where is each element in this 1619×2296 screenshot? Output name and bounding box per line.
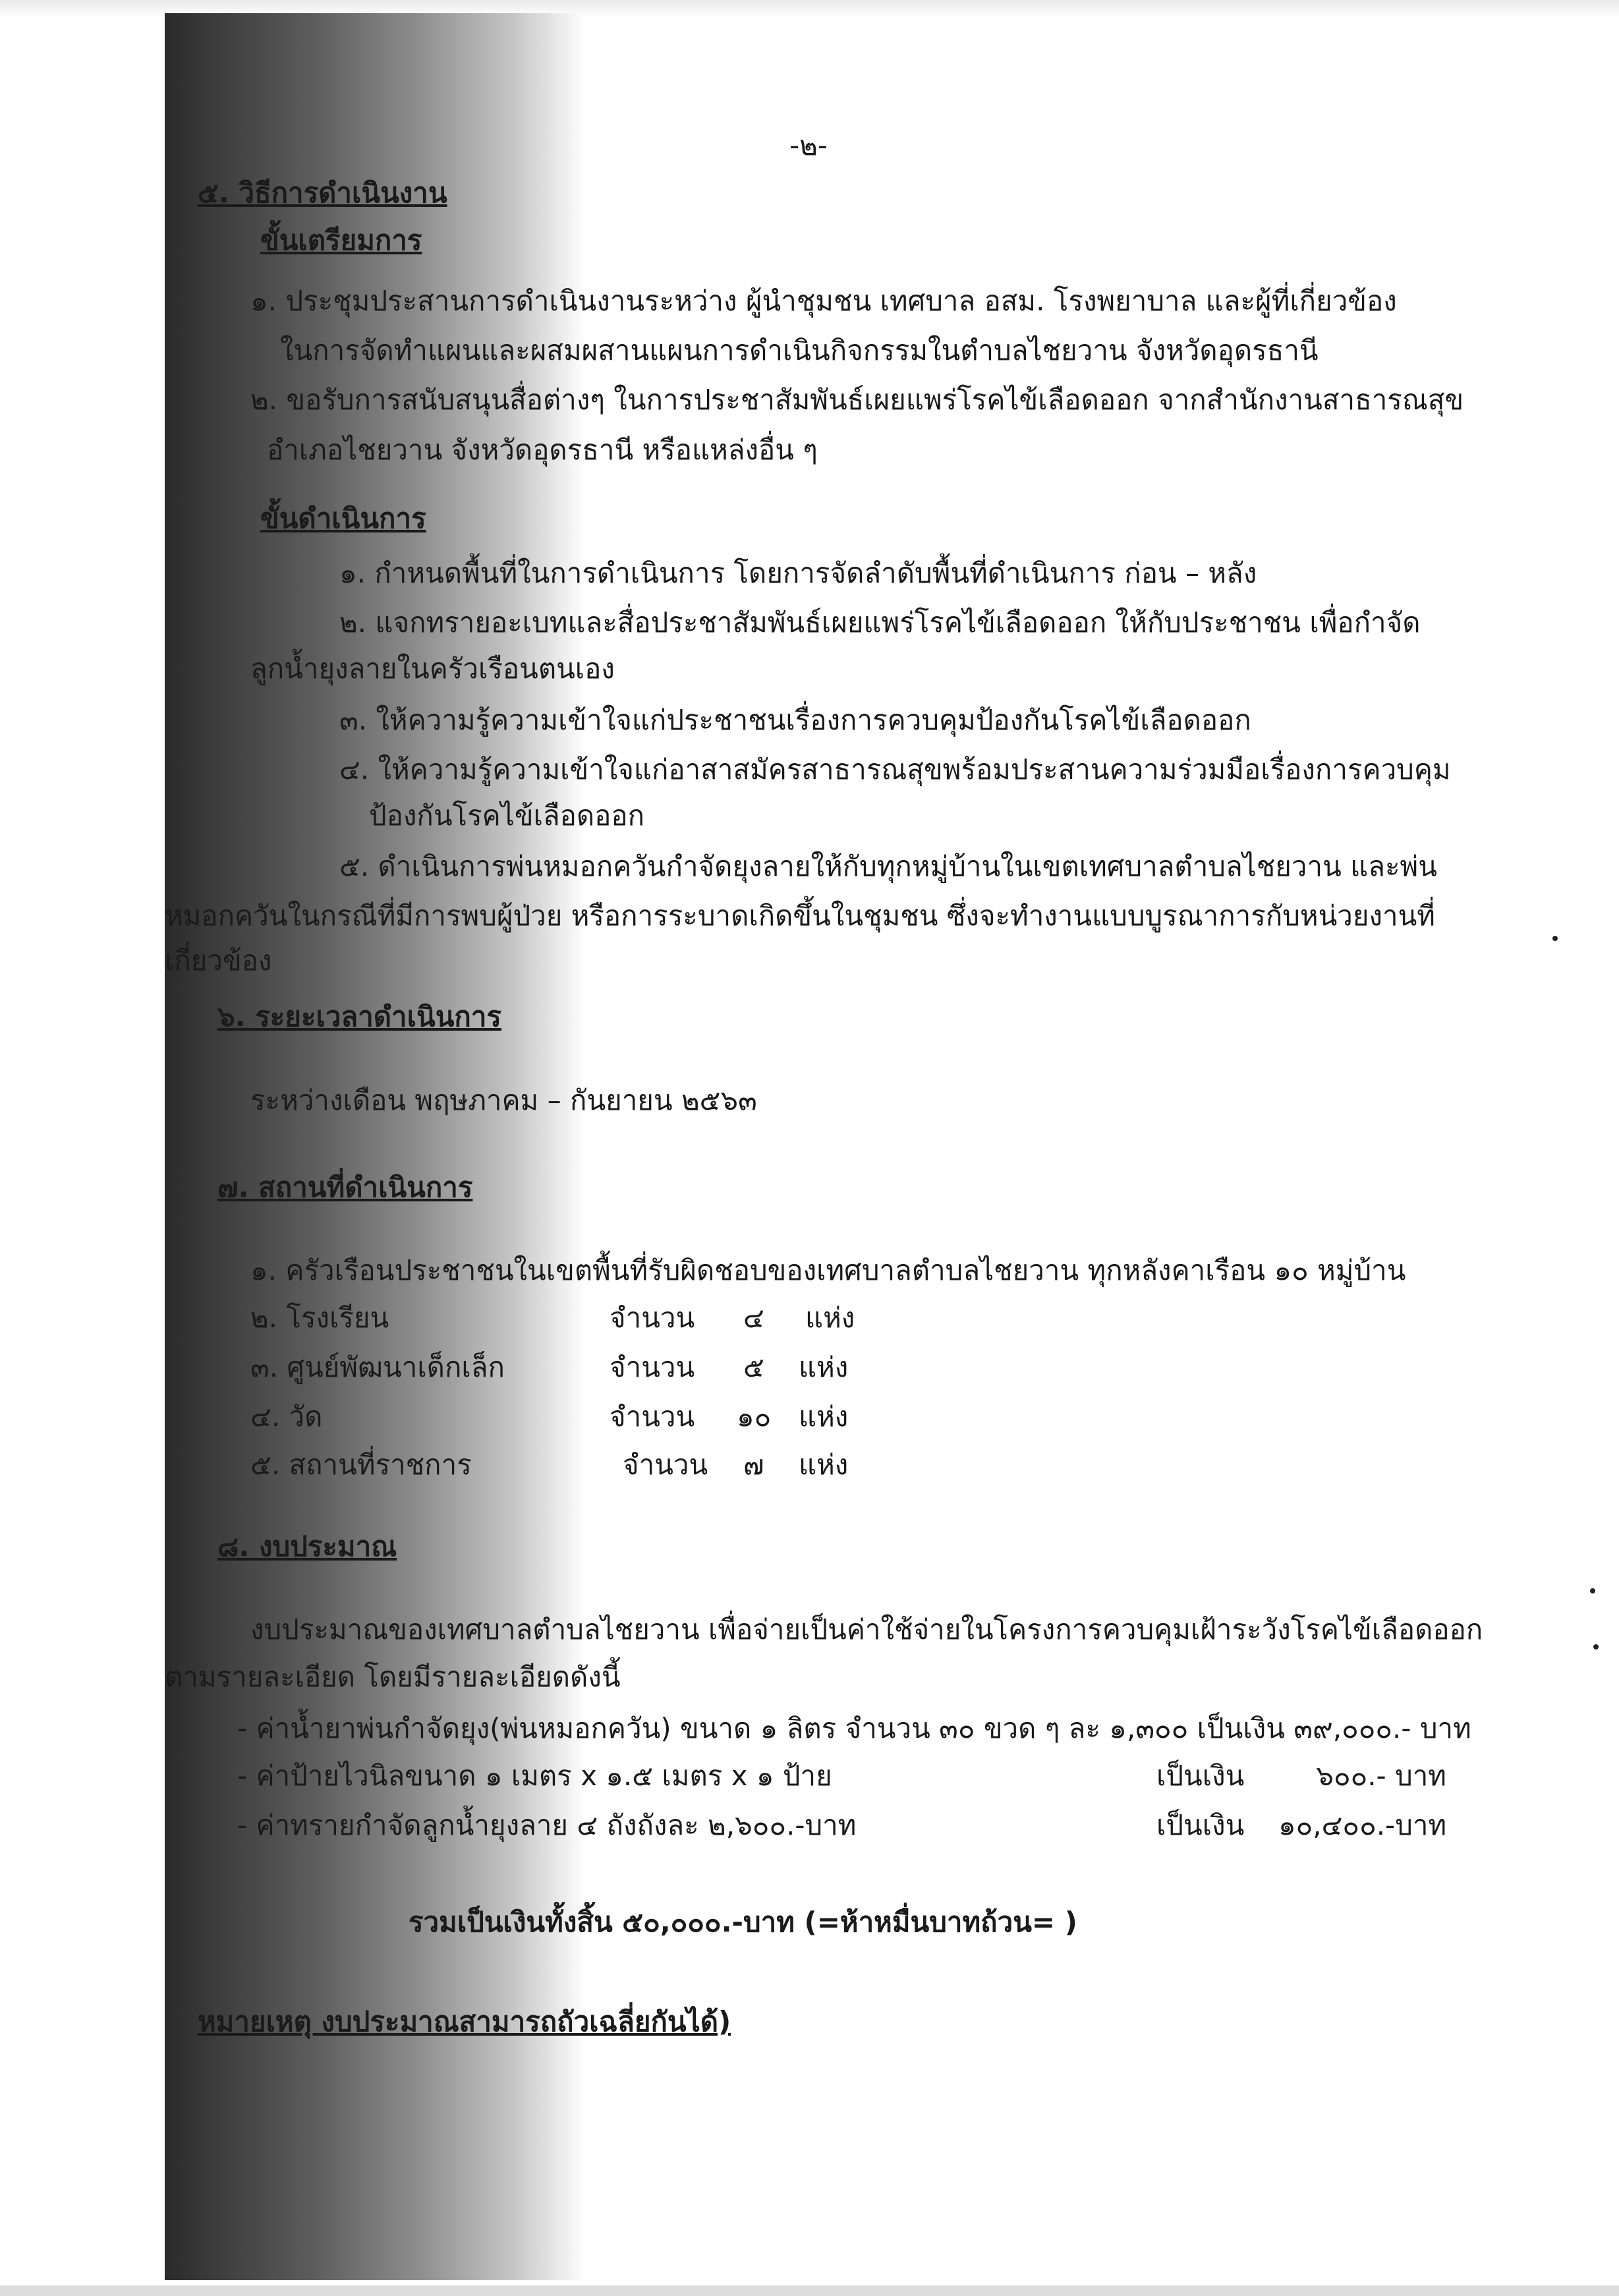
place-name: ๔. วัด xyxy=(250,1400,323,1433)
place-unit: แห่ง xyxy=(799,1449,849,1481)
page-number: -๒- xyxy=(789,129,828,161)
scan-bottom-edge xyxy=(0,2285,1619,2296)
section-7-line: ๑. ครัวเรือนประชาชนในเขตพื้นที่รับผิดชอบของเทศบาลตำบลไชยวาน ทุกหลังคาเรือน ๑๐ หมู่บ้าน xyxy=(250,1254,1406,1286)
place-unit: แห่ง xyxy=(799,1400,849,1433)
budget-label: เป็นเงิน xyxy=(1156,1809,1245,1841)
place-unit: แห่ง xyxy=(805,1302,855,1334)
section-8-intro: ตามรายละเอียด โดยมีรายละเอียดดังนี้ xyxy=(165,1661,621,1693)
scan-speck xyxy=(1593,1644,1599,1650)
place-qty-label: จำนวน xyxy=(610,1400,695,1433)
place-qty: ๕ xyxy=(743,1351,764,1383)
section-7-heading: ๗. สถานที่ดำเนินการ xyxy=(217,1171,473,1203)
budget-item: - ค่าป้ายไวนิลขนาด ๑ เมตร x ๑.๕ เมตร x ๑ ป้าย xyxy=(237,1760,832,1792)
section-8-intro: งบประมาณของเทศบาลตำบลไชยวาน เพื่อจ่ายเป็นค่าใช้จ่ายในโครงการควบคุมเฝ้าระวังโรคไข้เลือดออก xyxy=(250,1613,1483,1646)
place-qty-label: จำนวน xyxy=(623,1449,708,1481)
budget-amount: ๖๐๐.- บาท xyxy=(1316,1760,1446,1792)
s5-step-line: ๕. ดำเนินการพ่นหมอกควันกำจัดยุงลายให้กับทุกหมู่บ้านในเขตเทศบาลตำบลไชยวาน และพ่น xyxy=(339,850,1437,882)
section-5-subheading-1: ขั้นเตรียมการ xyxy=(260,224,422,256)
s5-step-line: ๔. ให้ความรู้ความเข้าใจแก่อาสาสมัครสาธารณสุขพร้อมประสานความร่วมมือเรื่องการควบคุม xyxy=(339,753,1451,786)
place-name: ๕. สถานที่ราชการ xyxy=(250,1449,472,1481)
place-qty: ๑๐ xyxy=(737,1400,772,1433)
s5-step-line: ลูกน้ำยุงลายในครัวเรือนตนเอง xyxy=(250,652,615,685)
s5-step-line: ๓. ให้ความรู้ความเข้าใจแก่ประชาชนเรื่องการควบคุมป้องกันโรคไข้เลือดออก xyxy=(339,704,1251,736)
budget-total: รวมเป็นเงินทั้งสิ้น ๕๐,๐๐๐.-บาท (=ห้าหมื่นบาทถ้วน= ) xyxy=(409,1906,1077,1938)
place-unit: แห่ง xyxy=(799,1351,849,1383)
section-5-subheading-2: ขั้นดำเนินการ xyxy=(260,502,426,534)
s5-step-line: ๒. แจกทรายอะเบทและสื่อประชาสัมพันธ์เผยแพร่โรคไข้เลือดออก ให้กับประชาชน เพื่อกำจัด xyxy=(339,606,1421,639)
budget-amount: ๑๐,๔๐๐.-บาท xyxy=(1278,1809,1447,1841)
place-qty-label: จำนวน xyxy=(610,1302,695,1334)
section-5-heading: ๕. วิธีการดำเนินงาน xyxy=(198,177,447,209)
budget-label: เป็นเงิน xyxy=(1156,1760,1245,1792)
place-qty-label: จำนวน xyxy=(610,1351,695,1383)
scan-speck xyxy=(1590,1588,1595,1593)
s5-item-line: ในการจัดทำแผนและผสมผสานแผนการดำเนินกิจกรรมในตำบลไชยวาน จังหวัดอุดรธานี xyxy=(280,334,1319,366)
s5-step-line: เกี่ยวข้อง xyxy=(165,944,272,977)
scan-speck xyxy=(1552,936,1558,941)
s5-step-line: ป้องกันโรคไข้เลือดออก xyxy=(369,799,645,832)
s5-item-line: อำเภอไชยวาน จังหวัดอุดรธานี หรือแหล่งอื่น ๆ xyxy=(267,434,818,466)
s5-item-line: ๑. ประชุมประสานการดำเนินงานระหว่าง ผู้นำชุมชน เทศบาล อสม. โรงพยาบาล และผู้ที่เกี่ยวข้อง xyxy=(250,285,1397,317)
s5-step-line: ๑. กำหนดพื้นที่ในการดำเนินการ โดยการจัดลำดับพื้นที่ดำเนินการ ก่อน – หลัง xyxy=(339,557,1257,589)
budget-note: หมายเหตุ งบประมาณสามารถถัวเฉลี่ยกันได้) xyxy=(198,2005,731,2038)
section-6-text: ระหว่างเดือน พฤษภาคม – กันยายน ๒๕๖๓ xyxy=(250,1084,757,1116)
section-6-heading: ๖. ระยะเวลาดำเนินการ xyxy=(217,1000,501,1033)
budget-item: - ค่าน้ำยาพ่นกำจัดยุง(พ่นหมอกควัน) ขนาด ๑ ลิตร จำนวน ๓๐ ขวด ๆ ละ ๑,๓๐๐ เป็นเงิน ๓๙,๐๐๐.- บาท xyxy=(237,1712,1471,1744)
place-name: ๒. โรงเรียน xyxy=(250,1302,389,1334)
place-qty: ๔ xyxy=(743,1302,764,1334)
place-qty: ๗ xyxy=(743,1449,764,1481)
s5-step-line: หมอกควันในกรณีที่มีการพบผู้ป่วย หรือการระบาดเกิดขึ้นในชุมชน ซึ่งจะทำงานแบบบูรณาการกับหน่วยงานที่ xyxy=(165,900,1435,932)
s5-item-line: ๒. ขอรับการสนับสนุนสื่อต่างๆ ในการประชาสัมพันธ์เผยแพร่โรคไข้เลือดออก จากสำนักงานสาธารณสุข xyxy=(250,384,1464,416)
place-name: ๓. ศูนย์พัฒนาเด็กเล็ก xyxy=(250,1351,505,1383)
budget-item: - ค่าทรายกำจัดลูกน้ำยุงลาย ๔ ถังถังละ ๒,๖๐๐.-บาท xyxy=(237,1809,857,1841)
section-8-heading: ๘. งบประมาณ xyxy=(217,1530,397,1563)
